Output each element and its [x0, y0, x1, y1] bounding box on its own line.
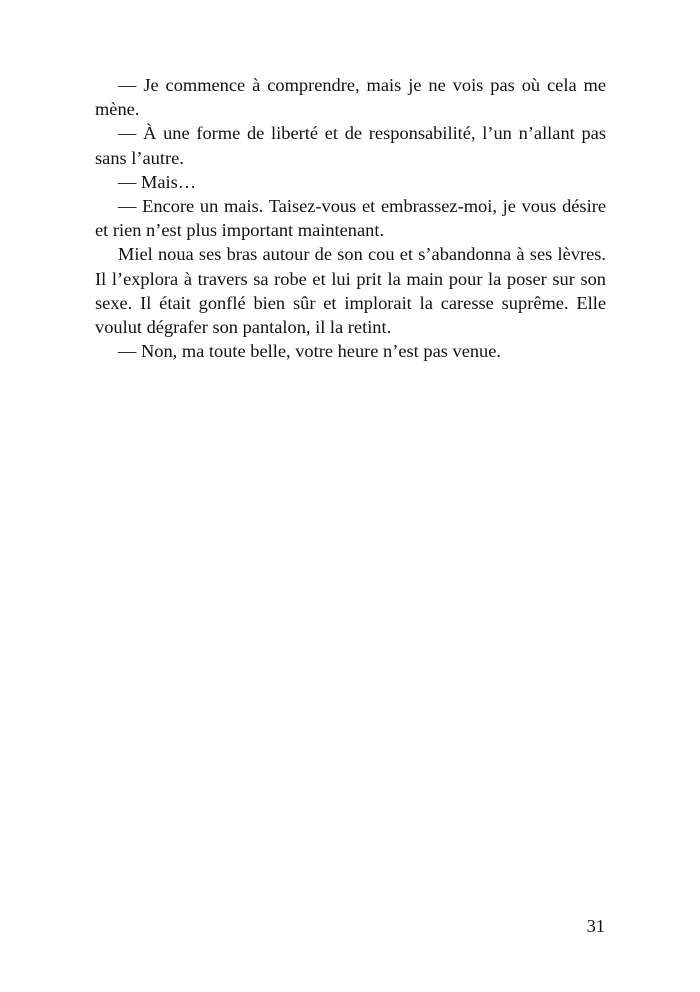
paragraph-3: — Mais…: [118, 171, 197, 192]
paragraph-4: — Encore un mais. Taisez-vous et embrassez-moi, je vous désire et rien n’est plus important maintenant.: [95, 196, 606, 241]
page-number: 31: [586, 916, 605, 936]
body-text: [95, 73, 606, 363]
paragraph-1: — Je commence à comprendre, mais je ne vois pas où cela me mène.: [95, 75, 606, 120]
paragraph-5: Miel noua ses bras autour de son cou et s’abandonna à ses lèvres. Il l’explora à travers sa robe et lui prit la main pour la poser sur son sexe. Il était gonflé bien sûr et implorait la caresse suprême. Elle voulut dégrafer son pantalon, il la retint.: [95, 244, 606, 338]
paragraph-6: — Non, ma toute belle, votre heure n’est pas venue.: [118, 341, 502, 362]
paragraph-2: — À une forme de liberté et de responsabilité, l’un n’allant pas sans l’autre.: [95, 123, 606, 168]
